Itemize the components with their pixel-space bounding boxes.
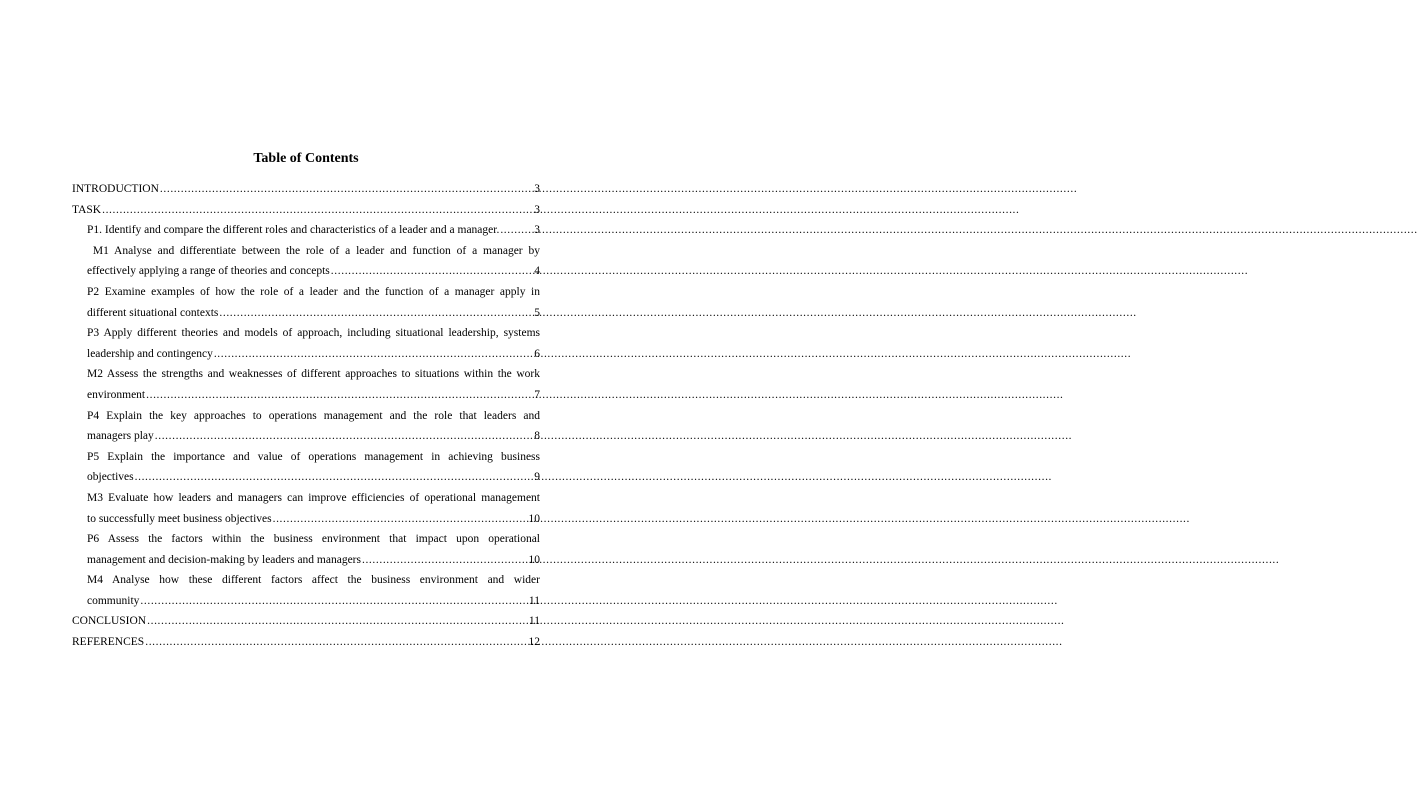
- toc-entry-text: M4 Analyse how these different factors affect the business environment and wider: [87, 574, 540, 587]
- toc-page-number: 4: [534, 265, 540, 278]
- toc-entry-conclusion[interactable]: [72, 611, 540, 632]
- toc-entry-text: TASK: [72, 203, 102, 216]
- toc-entry-p5[interactable]: [72, 447, 540, 488]
- toc-page-number: 11: [528, 594, 540, 607]
- toc-entry-text: P5 Explain the importance and value of operations management in achieving business: [87, 450, 540, 463]
- toc-entry-text-continued: leadership and contingency: [87, 347, 213, 360]
- toc-dot-leader: [160, 179, 533, 200]
- toc-entry-text-continued: different situational contexts: [87, 306, 219, 319]
- toc-page-number: 10: [528, 553, 540, 566]
- table-of-contents: [72, 179, 540, 653]
- toc-dot-leader: [214, 344, 533, 365]
- toc-page-number: 10: [528, 512, 540, 525]
- toc-entry-text: P2 Examine examples of how the role of a leader and the function of a manager apply in: [87, 285, 540, 298]
- toc-entry-task[interactable]: [72, 200, 540, 221]
- toc-page-number: 5: [534, 306, 540, 319]
- toc-dot-leader: [147, 611, 528, 632]
- toc-entry-introduction[interactable]: [72, 179, 540, 200]
- toc-title: Table of Contents: [253, 151, 359, 166]
- toc-page-number: 3: [534, 224, 540, 237]
- toc-dot-leader: [219, 303, 533, 324]
- toc-dot-leader: [146, 385, 533, 406]
- toc-dot-leader: [273, 509, 528, 530]
- toc-entry-text: M1 Analyse and differentiate between the role of a leader and function of a manager by: [87, 244, 540, 257]
- toc-page-number: 3: [534, 203, 540, 216]
- toc-entry-text-continued: to successfully meet business objectives: [87, 512, 272, 525]
- toc-entry-text: P4 Explain the key approaches to operations management and the role that leaders and: [87, 409, 540, 422]
- toc-page-number: 9: [534, 471, 540, 484]
- document-page: [0, 0, 612, 792]
- toc-entry-text: REFERENCES: [72, 636, 145, 649]
- toc-entry-references[interactable]: [72, 632, 540, 653]
- toc-entry-text-continued: environment: [87, 388, 146, 401]
- toc-entry-p6[interactable]: [72, 529, 540, 570]
- toc-dot-leader: [331, 261, 533, 282]
- toc-entry-text-continued: community: [87, 594, 140, 607]
- toc-page-number: 8: [534, 430, 540, 443]
- toc-page-number: 6: [534, 347, 540, 360]
- toc-entry-p2[interactable]: [72, 282, 540, 323]
- toc-entry-p4[interactable]: [72, 406, 540, 447]
- toc-dot-leader: [135, 467, 534, 488]
- toc-entry-text-continued: effectively applying a range of theories and concepts: [87, 265, 330, 278]
- toc-dot-leader: [145, 632, 527, 653]
- toc-entry-text: P6 Assess the factors within the business environment that impact upon operational: [87, 533, 540, 546]
- toc-entry-m4[interactable]: [72, 570, 540, 611]
- toc-dot-leader: [500, 220, 533, 241]
- toc-entry-text: P1. Identify and compare the different roles and characteristics of a leader and a manager.: [87, 224, 500, 237]
- toc-dot-leader: [155, 426, 534, 447]
- toc-page-number: 11: [528, 615, 540, 628]
- toc-page-number: 7: [534, 388, 540, 401]
- toc-dot-leader: [102, 200, 533, 221]
- toc-entry-text: P3 Apply different theories and models of approach, including situational leadership, systems: [87, 327, 540, 340]
- toc-entry-text: INTRODUCTION: [72, 183, 159, 195]
- toc-entry-text: CONCLUSION: [72, 615, 147, 628]
- toc-entry-text-continued: objectives: [87, 471, 134, 484]
- toc-entry-text: M2 Assess the strengths and weaknesses of different approaches to situations within the work: [87, 368, 540, 381]
- toc-page-number: 12: [528, 636, 540, 649]
- toc-entry-text-continued: managers play: [87, 430, 154, 443]
- toc-entry-p1[interactable]: [72, 220, 540, 241]
- toc-dot-leader: [140, 591, 528, 612]
- toc-entry-p3[interactable]: [72, 323, 540, 364]
- toc-page-number: 3: [534, 183, 540, 195]
- toc-dot-leader: [362, 550, 528, 571]
- toc-entry-text: M3 Evaluate how leaders and managers can improve efficiencies of operational management: [87, 491, 540, 504]
- toc-entry-m1[interactable]: [72, 241, 540, 282]
- toc-entry-text-continued: management and decision-making by leaders and managers: [87, 553, 361, 566]
- toc-entry-m3[interactable]: [72, 488, 540, 529]
- toc-entry-m2[interactable]: [72, 364, 540, 405]
